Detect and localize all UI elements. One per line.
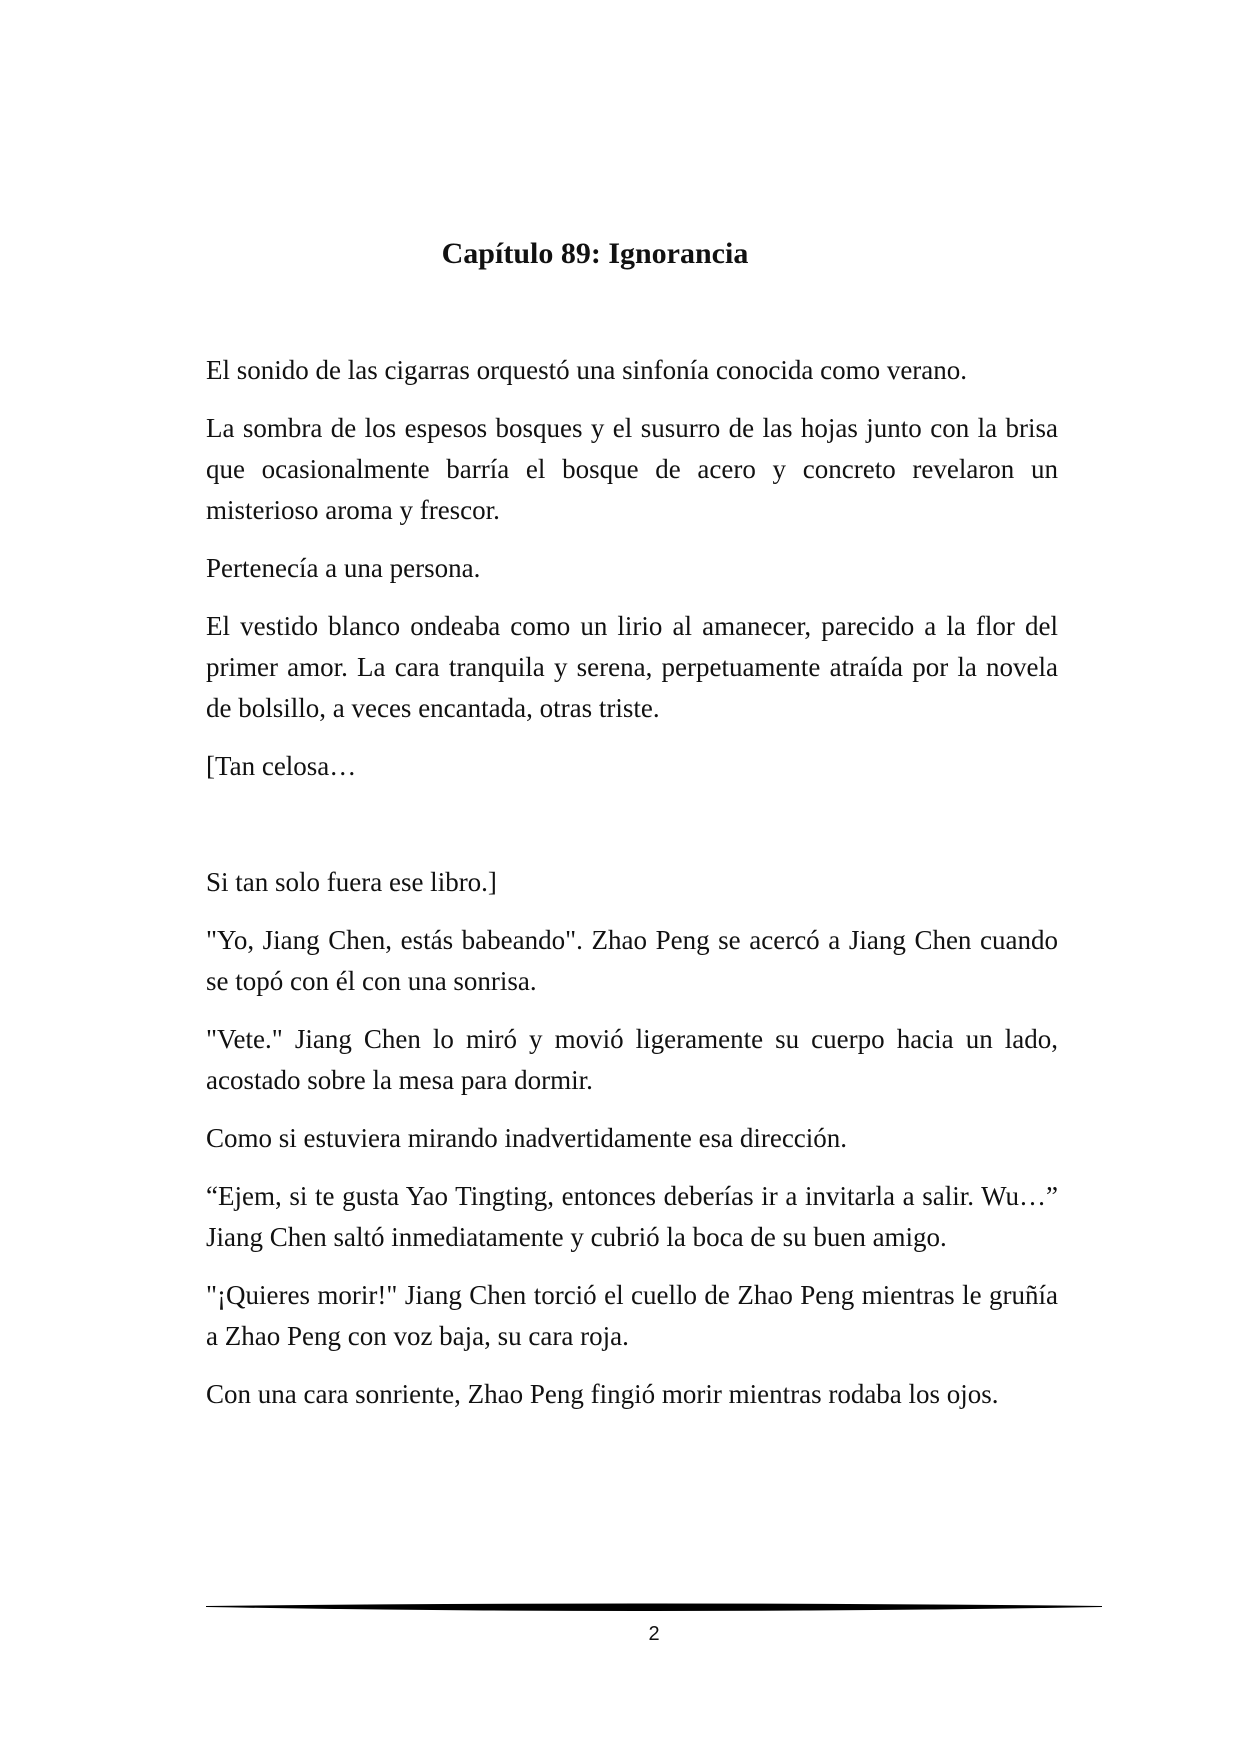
paragraph: [Tan celosa…: [206, 751, 357, 781]
paragraph: El vestido blanco ondeaba como un lirio al amanecer, parecido a la flor del primer amor. La cara tranquila y serena, perpetuamente atraída por la novela de bolsillo, a veces encantada, otras triste.: [206, 611, 1058, 723]
paragraph: El sonido de las cigarras orquestó una sinfonía conocida como verano.: [206, 355, 968, 385]
paragraph: Con una cara sonriente, Zhao Peng fingió morir mientras rodaba los ojos.: [206, 1379, 999, 1409]
paragraph: La sombra de los espesos bosques y el susurro de las hojas junto con la brisa que ocasionalmente barría el bosque de acero y concreto revelaron un misterioso aroma y frescor.: [206, 413, 1058, 525]
chapter-title: Capítulo 89: Ignorancia: [441, 237, 749, 270]
paragraph: “Ejem, si te gusta Yao Tingting, entonces deberías ir a invitarla a salir. Wu…” Jiang Chen saltó inmediatamente y cubrió la boca de su buen amigo.: [206, 1181, 1058, 1252]
paragraph: Si tan solo fuera ese libro.]: [206, 867, 497, 897]
chapter-body: [206, 350, 1058, 1432]
paragraph: Pertenecía a una persona.: [206, 553, 481, 583]
footer-divider: [206, 1601, 1102, 1615]
page-number: 2: [648, 1623, 660, 1645]
paragraph: "Vete." Jiang Chen lo miró y movió ligeramente su cuerpo hacia un lado, acostado sobre la mesa para dormir.: [206, 1024, 1058, 1095]
paragraph-spacer: [206, 804, 1058, 845]
paragraph: Como si estuviera mirando inadvertidamente esa dirección.: [206, 1123, 848, 1153]
paragraph: "Yo, Jiang Chen, estás babeando". Zhao Peng se acercó a Jiang Chen cuando se topó con él con una sonrisa.: [206, 925, 1058, 996]
paragraph: "¡Quieres morir!" Jiang Chen torció el cuello de Zhao Peng mientras le gruñía a Zhao Peng con voz baja, su cara roja.: [206, 1280, 1058, 1351]
